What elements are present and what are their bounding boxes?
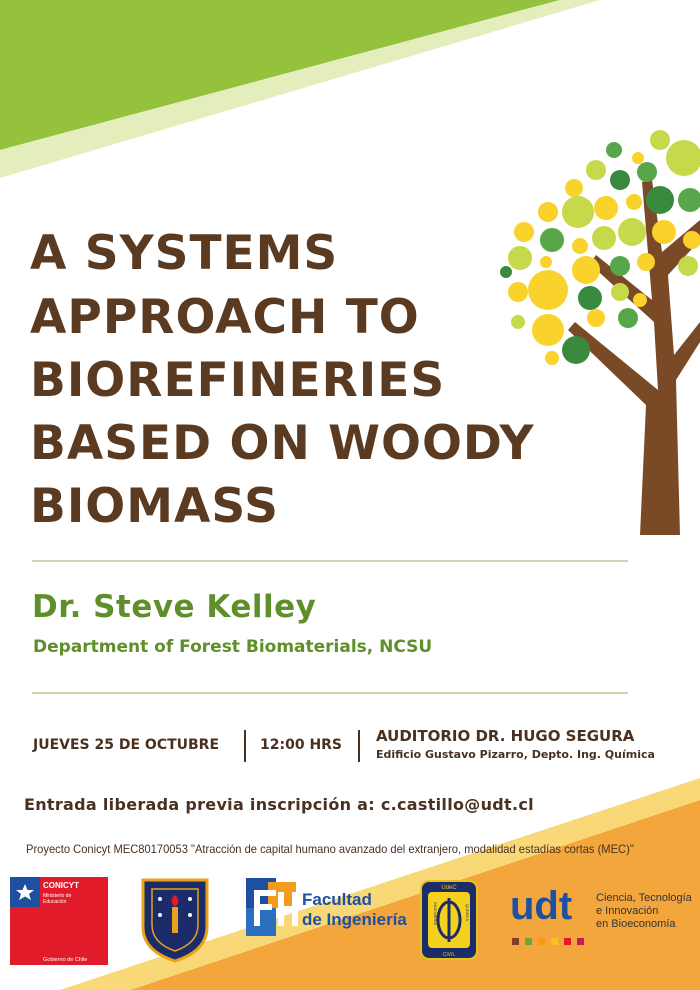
- quimica-top-label: UdeC: [441, 885, 457, 891]
- udt-color-dots: [512, 938, 598, 946]
- title-line-4: BASED ON WOODY: [30, 416, 535, 471]
- conicyt-ministry-line1: Ministerio de: [43, 893, 72, 899]
- info-separator-1: [244, 730, 246, 762]
- ingenieria-line-2: de Ingeniería: [302, 910, 407, 929]
- speaker-affiliation: Department of Forest Biomaterials, NCSU: [33, 637, 433, 657]
- ingenieria-line-1: Facultad: [302, 890, 372, 909]
- info-separator-2: [358, 730, 360, 762]
- udec-shield-logo: [140, 877, 210, 963]
- title-line-2: APPROACH TO: [30, 290, 420, 345]
- conicyt-government: Gobierno de Chile: [43, 957, 88, 963]
- registration-note: Entrada liberada previa inscripción a: c.castillo@udt.cl: [24, 795, 534, 814]
- speaker-name: Dr. Steve Kelley: [32, 589, 317, 625]
- udt-logo: [510, 884, 698, 954]
- event-date: JUEVES 25 DE OCTUBRE: [33, 737, 220, 753]
- quimica-bottom-label: CIVIL: [442, 952, 456, 958]
- project-note: Proyecto Conicyt MEC80170053 "Atracción de capital humano avanzado del extranjero, modalidad estadías cortas (MEC)": [26, 842, 634, 856]
- divider-top: [32, 560, 628, 562]
- conicyt-logo: [10, 877, 108, 965]
- conicyt-ministry-line2: Educación: [43, 899, 67, 905]
- ingenieria-quimica-logo: [420, 880, 478, 960]
- udt-tagline-1: Ciencia, Tecnología: [596, 892, 692, 904]
- facultad-ingenieria-logo: [246, 878, 406, 940]
- event-time: 12:00 HRS: [260, 737, 343, 753]
- event-venue-detail: Edificio Gustavo Pizarro, Depto. Ing. Química: [376, 748, 655, 761]
- udt-tagline-2: e Innovación: [596, 905, 659, 917]
- quimica-right-label: QUÍMICA: [465, 904, 470, 922]
- udt-wordmark: udt: [510, 884, 573, 928]
- title-line-5: BIOMASS: [30, 479, 279, 534]
- title-line-3: BIOREFINERIES: [30, 353, 446, 408]
- udt-tagline-3: en Bioeconomía: [596, 918, 676, 930]
- divider-bottom: [32, 692, 628, 694]
- title-line-1: A SYSTEMS: [30, 226, 339, 281]
- conicyt-name: CONICYT: [43, 881, 79, 890]
- quimica-left-label: INGENIERÍA: [433, 902, 438, 926]
- event-venue: AUDITORIO DR. HUGO SEGURA: [376, 727, 635, 745]
- ingenieria-mark-icon: [246, 878, 300, 938]
